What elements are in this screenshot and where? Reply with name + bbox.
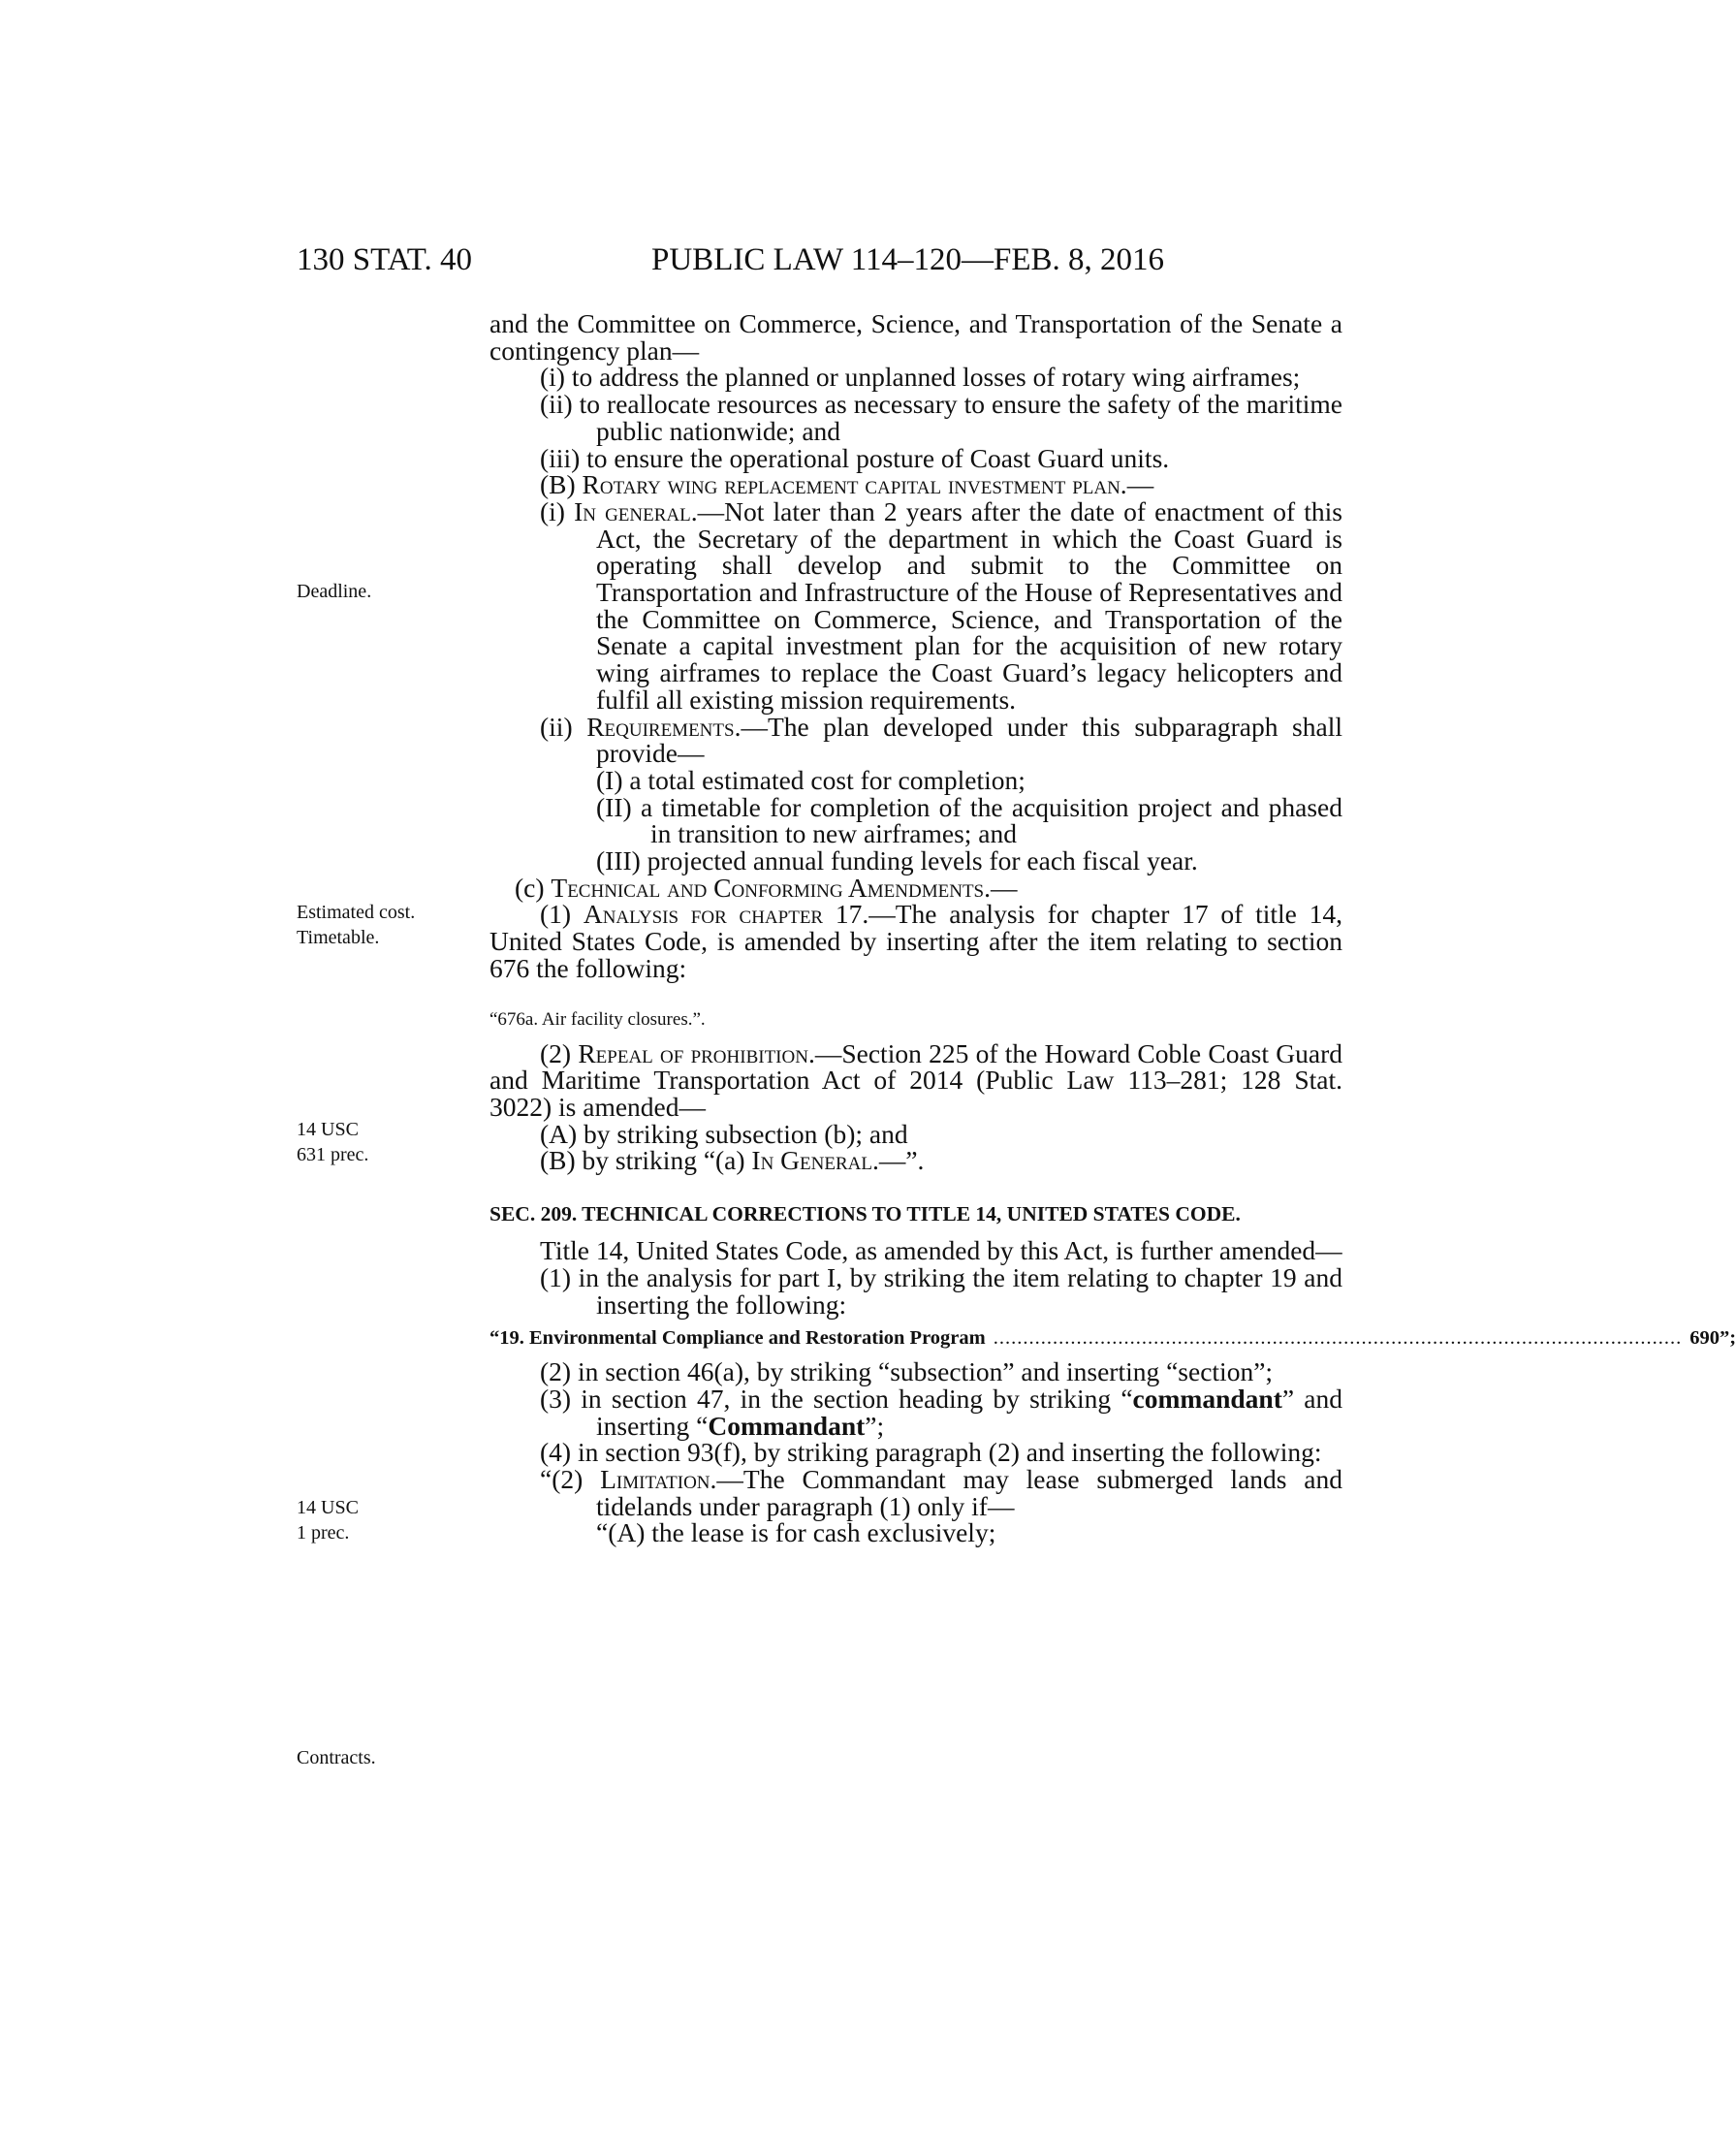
paragraph-2-number: (2)	[540, 1037, 579, 1068]
margin-note-estimated-cost-label: Estimated cost.	[297, 902, 416, 923]
clause-ii-text: —The plan developed under this subparagraph shall provide—	[596, 711, 1342, 769]
inserted-item-676a: “676a. Air facility closures.”.	[489, 1008, 706, 1030]
limitation-text: —The Commandant may lease submerged lands and tidelands under paragraph (1) only if—	[596, 1464, 1343, 1521]
clause-i-title: In general.	[574, 495, 698, 526]
item-3-text-a: (3) in section 47, in the section heading by striking “	[540, 1383, 1133, 1414]
subparagraph-b-strike-lead: (B) by striking “(a)	[540, 1145, 752, 1176]
clause-ii-reallocate: (ii) to reallocate resources as necessary to ensure the safety of the maritime public nationwide; and	[540, 389, 1342, 446]
subparagraph-b-dash: —	[1126, 469, 1154, 500]
quoted-paragraph-2-limitation	[489, 1466, 1342, 1519]
toc-line-chapter-19	[489, 1325, 1736, 1351]
paragraph-1-text: —The analysis for chapter 17 of title 14, United States Code, is amended by inserting after the item relating to section 676 the following:	[489, 899, 1343, 983]
subparagraph-b-number: (B)	[540, 469, 583, 500]
toc-leader-dots: ....................................................................................................................	[993, 1327, 1683, 1350]
page-running-head: PUBLIC LAW 114–120—FEB. 8, 2016	[651, 242, 1165, 277]
paragraph-1-title: Analysis for chapter 17.	[583, 899, 869, 930]
paragraph-1-analysis	[489, 901, 1342, 981]
item-1-analysis-part-i: (1) in the analysis for part I, by striking the item relating to chapter 19 and inserting the following:	[540, 1261, 1342, 1320]
subsection-c-title: Technical and Conforming Amendments.	[551, 872, 992, 903]
subsection-c-letter: (c)	[515, 872, 552, 903]
margin-note-usc-631-line1: 14 USC	[297, 1119, 359, 1140]
subparagraph-b-title: Rotary wing replacement capital investment plan.	[582, 469, 1127, 500]
item-2-section-46: (2) in section 46(a), by striking “subsection” and inserting “section”;	[540, 1356, 1274, 1387]
statute-body	[489, 308, 1736, 1548]
subsection-c-heading	[489, 872, 1342, 903]
subparagraph-b-strike-a	[489, 1147, 1342, 1174]
clause-iii-posture: (iii) to ensure the operational posture of Coast Guard units.	[540, 442, 1170, 473]
item-3-section-47	[489, 1385, 1342, 1439]
section-209-intro: Title 14, United States Code, as amended by this Act, is further amended—	[540, 1235, 1342, 1266]
section-209-heading: SEC. 209. TECHNICAL CORRECTIONS TO TITLE 14, UNITED STATES CODE.	[489, 1202, 1241, 1226]
paragraph-2-repeal	[489, 1037, 1342, 1122]
item-3-text-e: ”;	[865, 1410, 885, 1441]
paragraph-1-number: (1)	[540, 899, 584, 930]
subparagraph-b-strike-tail: —”.	[878, 1145, 925, 1176]
margin-note-usc-1-line1: 14 USC	[297, 1497, 359, 1518]
limitation-title: Limitation.	[600, 1464, 717, 1495]
clause-ii-title: Requirements.	[586, 711, 742, 742]
clause-ii-requirements	[489, 711, 1342, 769]
item-3-bold-commandant: Commandant	[708, 1410, 866, 1441]
paragraph-2-title: Repeal of prohibition.	[578, 1037, 815, 1068]
toc-line-text: “19. Environmental Compliance and Restoration Program	[489, 1327, 986, 1350]
clause-i-number: (i)	[540, 495, 575, 526]
margin-note-usc-1	[297, 1495, 481, 1545]
subclause-III-funding: (III) projected annual funding levels for each fiscal year.	[596, 845, 1198, 876]
margin-note-contracts: Contracts.	[297, 1747, 376, 1768]
subparagraph-b-strike-title: In General.	[751, 1145, 879, 1176]
clause-i-in-general	[489, 495, 1342, 715]
paragraph-committee-contingency: and the Committee on Commerce, Science, and Transportation of the Senate a contingency plan—	[489, 308, 1342, 366]
item-3-bold-commandant-lower: commandant	[1132, 1383, 1282, 1414]
subclause-II-timetable: (II) a timetable for completion of the acquisition project and phased in transition to new airframes; and	[596, 791, 1342, 849]
item-3-text-c: ” and inserting “	[596, 1383, 1342, 1441]
page-stat-citation: 130 STAT. 40	[297, 242, 473, 277]
subparagraph-a-strike-b: (A) by striking subsection (b); and	[540, 1118, 908, 1149]
margin-note-usc-1-line2: 1 prec.	[297, 1522, 350, 1544]
subsection-c-dash: —	[991, 872, 1018, 903]
margin-note-deadline: Deadline.	[297, 581, 372, 602]
subparagraph-b-heading	[489, 471, 1342, 498]
limitation-number: “(2)	[540, 1464, 601, 1495]
quoted-subparagraph-a-cash: “(A) the lease is for cash exclusively;	[596, 1517, 996, 1548]
clause-i-text: —Not later than 2 years after the date of enactment of this Act, the Secretary of the department in which the Coast Guard is operating shall develop and submit to the Committee on Transportation and Infrastructure of the House of Representatives and the Committee on Commerce, Science, and Transportation of the Senate a capital investment plan for the acquisition of new rotary wing airframes to replace the Coast Guard’s legacy helicopters and fulfil all existing mission requirements.	[596, 495, 1342, 715]
clause-i-losses: (i) to address the planned or unplanned losses of rotary wing airframes;	[540, 362, 1301, 393]
paragraph-2-text: —Section 225 of the Howard Coble Coast Guard and Maritime Transportation Act of 2014 (Public Law 113–281; 128 Stat. 3022) is amended—	[489, 1037, 1342, 1122]
margin-note-usc-631-line2: 631 prec.	[297, 1144, 369, 1165]
item-4-section-93f: (4) in section 93(f), by striking paragraph (2) and inserting the following:	[540, 1437, 1322, 1468]
margin-note-usc-631	[297, 1117, 481, 1167]
subclause-I-cost: (I) a total estimated cost for completion;	[596, 764, 1026, 795]
toc-line-page: 690”;	[1689, 1327, 1736, 1350]
margin-note-timetable-label: Timetable.	[297, 927, 380, 948]
clause-ii-number: (ii)	[540, 711, 587, 742]
margin-note-estimated-cost	[297, 900, 481, 950]
